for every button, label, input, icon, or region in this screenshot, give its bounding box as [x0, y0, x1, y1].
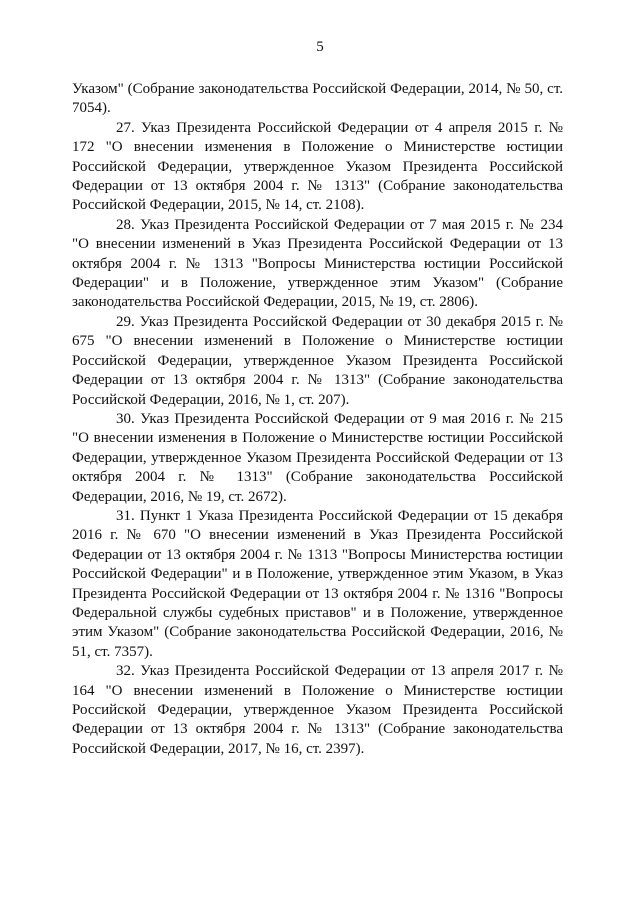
page-number: 5: [316, 39, 324, 55]
paragraph-item-28: 28. Указ Президента Российской Федерации от 7 мая 2015 г. № 234 "О внесении изменений в Указ Президента Российской Федерации от 13 октября 2004 г. № 1313 "Вопросы Министерства юстиции Российской Федерации" и в Положение, утвержденное этим Указом" (Собрание законодательства Российской Федерации, 2015, № 19, ст. 2806).: [72, 216, 563, 311]
paragraph-continuation: Указом" (Собрание законодательства Российской Федерации, 2014, № 50, ст. 7054).: [72, 81, 563, 117]
paragraph-item-32: 32. Указ Президента Российской Федерации от 13 апреля 2017 г. № 164 "О внесении изменений в Положение о Министерстве юстиции Российской Федерации, утвержденное Указом Президента Российской Федерации от 13 октября 2004 г. № 1313" (Собрание законодательства Российской Федерации, 2017, № 16, ст. 2397).: [72, 663, 563, 757]
paragraph-item-30: 30. Указ Президента Российской Федерации от 9 мая 2016 г. № 215 "О внесении изменения в Положение о Министерстве юстиции Российской Федерации, утвержденное Указом Президента Российской Федерации от 13 октября 2004 г. № 1313" (Собрание законодательства Российской Федерации, 2016, № 19, ст. 2672).: [72, 410, 563, 505]
paragraph-item-29: 29. Указ Президента Российской Федерации от 30 декабря 2015 г. № 675 "О внесении изменений в Положение о Министерстве юстиции Российской Федерации, утвержденное Указом Президента Российской Федерации от 13 октября 2004 г. № 1313" (Собрание законодательства Российской Федерации, 2016, № 1, ст. 207).: [72, 313, 563, 408]
paragraph-item-31: 31. Пункт 1 Указа Президента Российской Федерации от 15 декабря 2016 г. № 670 "О внесении изменений в Указ Президента Российской Федерации от 13 октября 2004 г. № 1313 "Вопросы Министерства юстиции Российской Федерации" и в Положение, утвержденное этим Указом, в Указ Президента Российской Федерации от 13 октября 2004 г. № 1316 "Вопросы Федеральной службы судебных приставов" и в Положение, утвержденное этим Указом" (Собрание законодательства Российской Федерации, 2016, № 51, ст. 7357).: [72, 507, 563, 660]
paragraph-item-27: 27. Указ Президента Российской Федерации от 4 апреля 2015 г. № 172 "О внесении изменения в Положение о Министерстве юстиции Российской Федерации, утвержденное Указом Президента Российской Федерации от 13 октября 2004 г. № 1313" (Собрание законодательства Российской Федерации, 2015, № 14, ст. 2108).: [72, 119, 563, 214]
document-body: [72, 80, 563, 759]
